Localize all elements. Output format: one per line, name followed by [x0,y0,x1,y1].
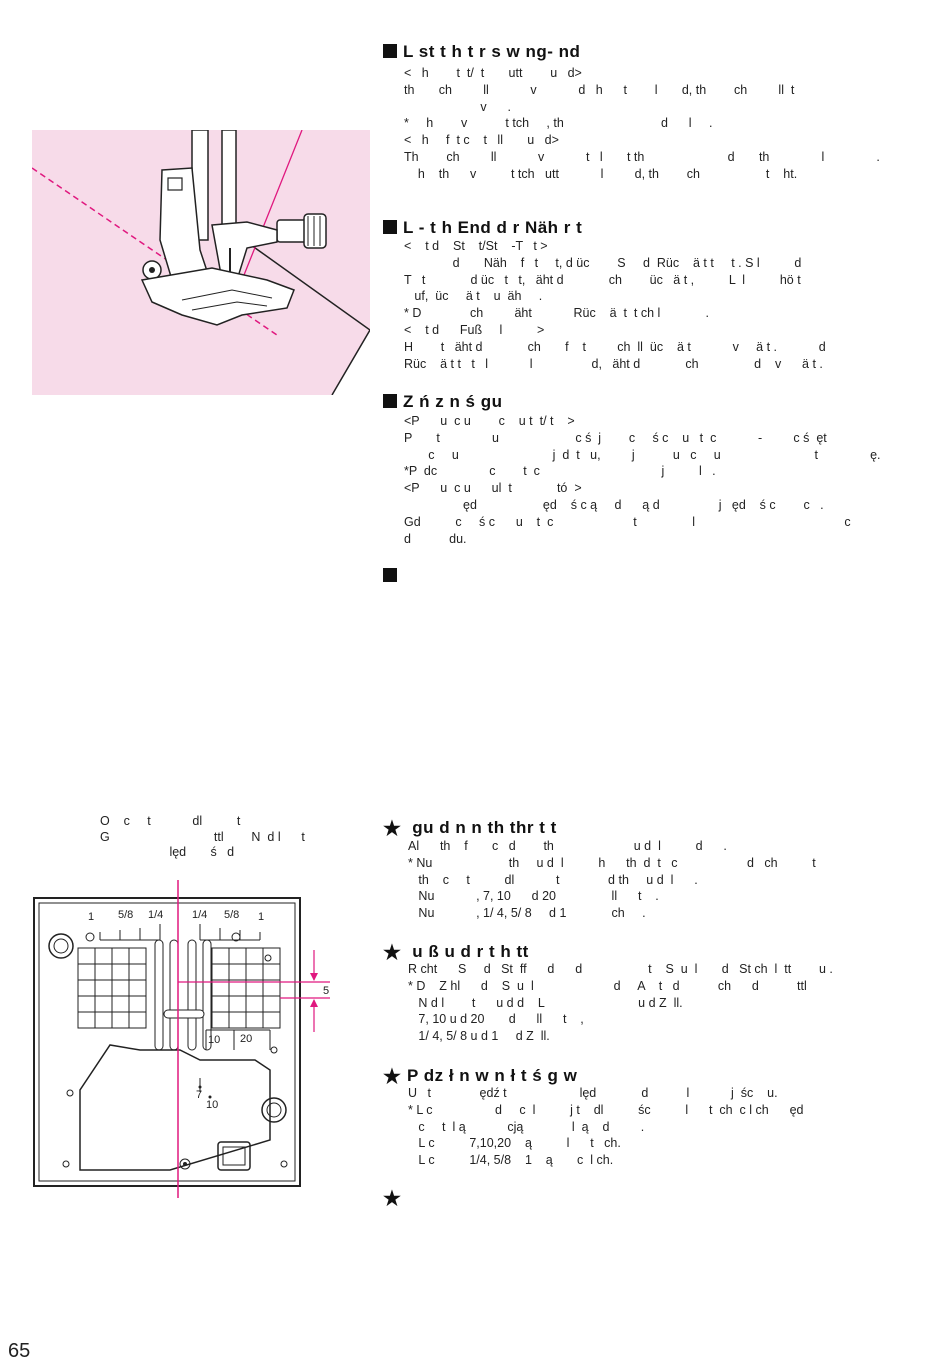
text-line: P t u c ś j c ś c u t c - c ś ęt [404,430,827,445]
text-line: < h t t/ t utt u d> [404,66,582,80]
presser-foot-drawing [32,130,370,395]
star-bullet-icon: ★ [383,818,402,840]
center-label-7: 7 [196,1089,203,1101]
text-line: h th v t tch utt l d, th ch t ht. [404,166,798,181]
presser-foot-figure [32,130,370,395]
text-line: Nu , 1/ 4, 5/ 8 d 1 ch . [408,906,646,921]
screw-head [304,214,326,248]
section-body-guide-pl [408,1085,928,1169]
text-line: < h f t c t ll u d> [404,133,559,148]
guide-caption [100,814,305,861]
needle-plate-figure [30,880,340,1200]
square-bullet-icon [383,394,397,408]
caption-line: O c t dl t [100,814,241,828]
text-line: ęd ęd ś c ą d ą d j ęd ś c c . [404,497,824,512]
dimension-label: 5 [323,985,330,997]
text-line: <P u c u ul t tó > [404,481,582,496]
section-title-lockstitch-de: L - t h End d r Näh r t [383,218,582,238]
section-body-lockstitch-en [404,65,924,183]
section-title-empty-star [383,1186,407,1211]
section-title-guide-pl: ★ P dz ł n w n ł t ś g w [383,1066,578,1088]
caption-line: lęd ś d [100,845,235,859]
text-line: d du. [404,531,467,546]
text-line: d Näh f t t, d üc S d Rüc ä t t t . S l d [404,255,802,270]
text-line: v . [404,99,511,114]
text-line: c t l ą cją l ą d . [408,1119,645,1134]
top-label-left-2: 5/8 [118,909,134,921]
text-line: R cht S d St ff d d t S u l d St ch l tt u . [408,962,833,976]
top-label-left-1: 1 [88,911,95,923]
section-body-lockstitch-de [404,238,924,372]
text-line: H t äht d ch f t ch ll üc ä t v ä t . d [404,339,826,354]
top-label-left-3: 1/4 [148,909,164,921]
text-line: Rüc ä t t t l l d, äht d ch d v ä t . [404,356,823,371]
square-bullet-icon [383,568,397,582]
text-line: * L c d c l j t dl śc l t ch c l ch ęd [408,1102,804,1117]
text-line: L c 7,10,20 ą l t ch. [408,1136,621,1151]
text-line: Al th f c d th u d l d . [408,839,727,853]
screw-hole [49,934,73,958]
text-line: Th ch ll v t l t th d th l . [404,149,880,164]
text-line: L c 1/4, 5/8 1 ą c l ch. [408,1153,614,1168]
caption-line: G ttl N d l t [100,829,305,844]
center-label-10: 10 [206,1099,219,1111]
section-title-guide-de: ★ u ß u d r t h tt [383,942,529,964]
star-bullet-icon: ★ [383,1066,402,1088]
text-line: 7, 10 u d 20 d ll t , [408,1012,584,1027]
shank-slot [168,178,182,190]
text-line: * D ch äht Rüc ä t t ch l . [404,306,709,321]
star-bullet-icon: ★ [383,942,402,964]
screw-hole [262,1098,286,1122]
text-line: N d l t u d d L u d Z ll. [408,995,683,1010]
screw-body [277,220,307,242]
section-title-lockstitch-en: L st t h t r s w ng- nd [383,42,580,62]
section-title-empty-square [383,566,403,586]
top-label-right-3: 1 [258,911,265,923]
needle-plate-drawing [30,880,340,1200]
text-line: Nu , 7, 10 d 20 ll t . [408,889,659,904]
star-bullet-icon: ★ [383,1188,402,1210]
bottom-label-10: 10 [208,1034,221,1046]
text-line: *P dc c t c j l . [404,464,716,479]
text-line: th c t dl t d th u d l . [408,872,698,887]
text-line: * D Z hl d S u l d A t d ch d ttl [408,978,807,993]
text-line: * Nu th u d l h th d t c d ch t [408,855,816,870]
text-line: c u j d t u, j u c u t ę. [404,447,881,462]
text-line: 1/ 4, 5/ 8 u d 1 d Z ll. [408,1029,550,1044]
text-line: Gd c ś c u t c t l c [404,514,851,529]
page-number: 65 [8,1340,31,1362]
section-body-guide-de [408,961,928,1045]
section-title-guide-en: ★ gu d n n th thr t t [383,818,557,840]
text-line: T t d üc t t, äht d ch üc ä t , L l hö t [404,272,801,287]
top-label-right-1: 1/4 [192,909,208,921]
text-line: < t d Fuß l > [404,322,545,337]
text-line: uf, üc ä t u äh . [404,289,543,304]
top-label-right-2: 5/8 [224,909,240,921]
text-line: U t ędź t lęd d l j śc u. [408,1086,778,1100]
square-bullet-icon [383,44,397,58]
text-line: < t d St t/St -T t > [404,239,548,253]
section-body-guide-en [408,838,928,922]
square-bullet-icon [383,220,397,234]
text-line: * h v t tch , th d l . [404,116,713,131]
section-title-lockstitch-pl: Z ń z n ś gu [383,392,503,412]
section-body-lockstitch-pl [404,413,924,547]
bottom-label-20: 20 [240,1033,253,1045]
text-line: th ch ll v d h t l d, th ch ll t [404,82,795,97]
text-line: <P u c u c u t t/ t > [404,414,575,428]
